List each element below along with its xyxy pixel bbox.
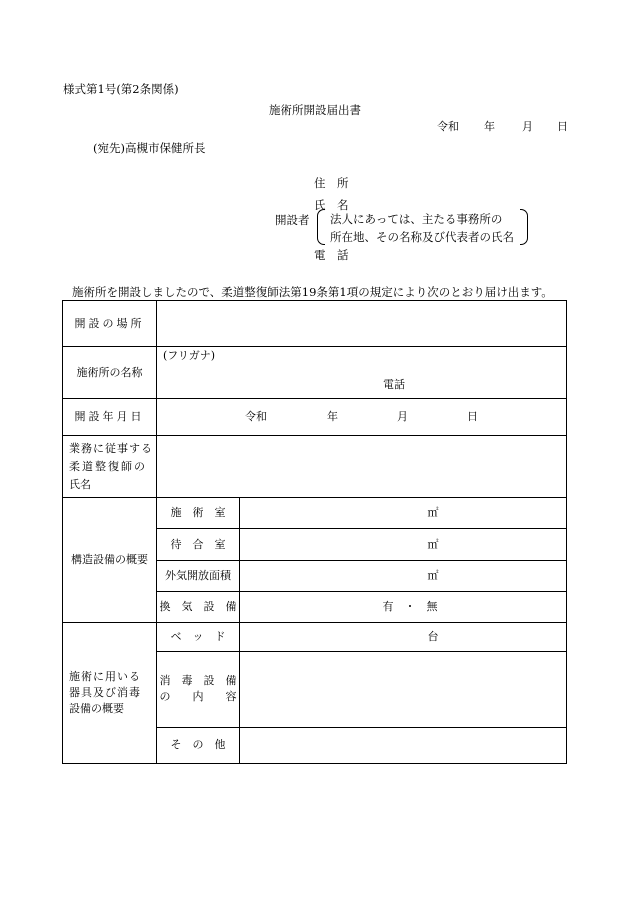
ventilation-choice: 有 ・ 無 <box>382 599 438 613</box>
open-area-unit: ㎡ <box>427 568 439 582</box>
left-bracket <box>317 209 325 245</box>
open-date-label: 開設年月日 <box>63 399 157 436</box>
treatment-room-unit: ㎡ <box>427 506 439 520</box>
registration-form-table <box>62 300 567 764</box>
treatment-room-label: 施 術 室 <box>157 498 240 529</box>
addressee: (宛先)高槻市保健所長 <box>93 141 206 155</box>
open-area-label: 外気開放面積 <box>157 560 240 591</box>
other-field[interactable] <box>240 727 567 763</box>
practitioner-label-line1: 業務に従事する <box>69 441 153 455</box>
corporation-note-line1: 法人にあっては、主たる事務所の <box>330 212 503 226</box>
facility-name-field[interactable] <box>157 347 567 399</box>
row-open-date <box>63 399 567 436</box>
location-label: 開設の場所 <box>63 301 157 347</box>
open-date-month: 月 <box>397 410 408 424</box>
applicant-address-label: 住 所 <box>314 176 349 190</box>
applicant-phone-label: 電 話 <box>314 248 349 262</box>
practitioner-field[interactable] <box>157 436 567 498</box>
row-treatment-room <box>63 498 567 529</box>
other-label: そ の 他 <box>157 727 240 763</box>
row-practitioner <box>63 436 567 498</box>
waiting-room-unit: ㎡ <box>427 537 439 551</box>
date-year: 年 <box>484 120 495 133</box>
treatment-room-field[interactable] <box>240 498 567 529</box>
form-number: 様式第1号(第2条関係) <box>63 82 179 96</box>
ventilation-label: 換 気 設 備 <box>157 591 240 622</box>
disinfection-label-line2: の 内 容 <box>159 690 237 704</box>
open-date-era: 令和 <box>245 410 267 424</box>
practitioner-label-line2: 柔道整復師の <box>69 459 147 473</box>
founder-label: 開設者 <box>275 213 310 227</box>
bed-label: ベ ッ ド <box>157 622 240 651</box>
practitioner-label-line3: 氏名 <box>69 477 91 491</box>
open-date-day: 日 <box>467 410 478 424</box>
corporation-note-line2: 所在地、その名称及び代表者の氏名 <box>330 230 514 244</box>
equipment-label <box>63 622 157 763</box>
date-month: 月 <box>522 120 533 133</box>
equipment-label-line3: 設備の概要 <box>69 701 124 715</box>
disinfection-label <box>157 651 240 727</box>
practitioner-label <box>63 436 157 498</box>
facility-phone-label: 電話 <box>383 378 405 392</box>
structure-label: 構造設備の概要 <box>63 498 157 622</box>
waiting-room-label: 待 合 室 <box>157 529 240 560</box>
date-day: 日 <box>557 120 568 133</box>
equipment-label-line1: 施術に用いる <box>69 669 141 683</box>
open-date-field[interactable] <box>157 399 567 436</box>
date-era: 令和 <box>437 120 459 133</box>
bed-field[interactable] <box>240 622 567 651</box>
open-date-year: 年 <box>327 410 338 424</box>
disinfection-field[interactable] <box>240 651 567 727</box>
intro-statement: 施術所を開設しましたので、柔道整復師法第19条第1項の規定により次のとおり届け出ます。 <box>72 285 553 299</box>
row-location <box>63 301 567 347</box>
bed-unit: 台 <box>427 629 439 643</box>
disinfection-label-line1: 消 毒 設 備 <box>159 674 237 688</box>
equipment-label-line2: 器具及び消毒 <box>69 685 141 699</box>
open-area-field[interactable] <box>240 560 567 591</box>
facility-name-label: 施術所の名称 <box>63 347 157 399</box>
ventilation-field[interactable] <box>240 591 567 622</box>
furigana-label: (フリガナ) <box>163 349 216 363</box>
row-facility-name <box>63 347 567 399</box>
document-title: 施術所開設届出書 <box>269 103 361 117</box>
location-field[interactable] <box>157 301 567 347</box>
waiting-room-field[interactable] <box>240 529 567 560</box>
applicant-name-label: 氏 名 <box>314 198 349 212</box>
right-bracket <box>520 209 528 245</box>
row-bed <box>63 622 567 651</box>
